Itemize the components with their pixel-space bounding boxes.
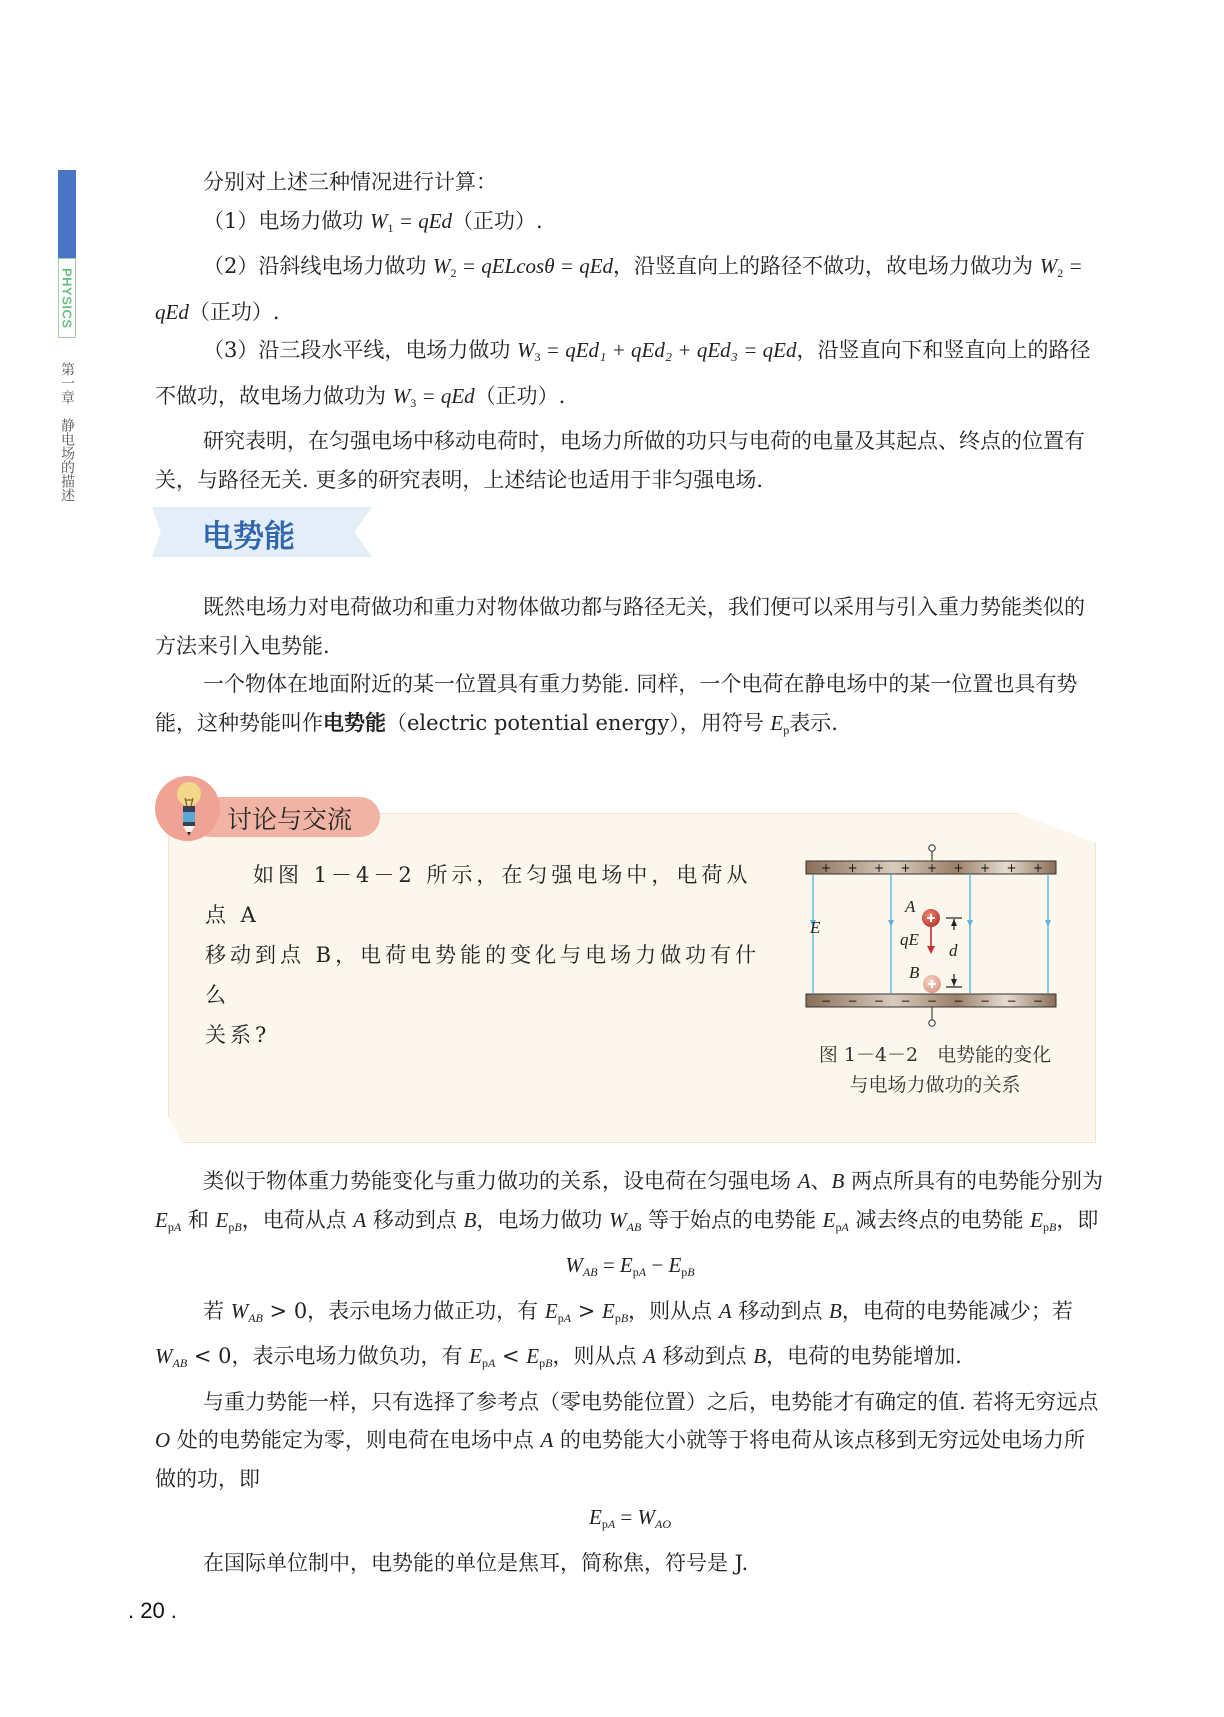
label-qE: qE: [900, 930, 919, 949]
body-block: [155, 1162, 1105, 1582]
case-3: （3）沿三段水平线，电场力做功 $W_3 = qEd_1 + qEd_2 + qEd_3$ = qEd，沿竖直向下和竖直向上的路径不做功，故电场力做功为 $W_3 = qEd$（正功）.: [155, 338, 1091, 410]
sidebar-physics-tag: [58, 258, 76, 338]
bottom-terminal: [929, 1020, 935, 1026]
plus-signs: [821, 861, 1043, 875]
plus-sign: +: [926, 861, 938, 875]
body-p3: 与重力势能一样，只有选择了参考点（零电势能位置）之后，电势能才有确定的值. 若将无穷远点 O 处的电势能定为零，则电荷在电场中点 A 的电势能大小就等于将电荷从该点移到无穷远处电场力所做的功，即: [155, 1389, 1099, 1491]
intro-lead: 分别对上述三种情况进行计算：: [203, 170, 497, 194]
section-title: 电势能: [202, 519, 295, 555]
minus-sign: −: [873, 994, 885, 1008]
question-line-3: 关系?: [205, 1023, 271, 1047]
minus-sign: −: [820, 994, 832, 1008]
discussion-question: [205, 855, 765, 1055]
minus-sign: −: [1006, 994, 1017, 1008]
chapter-title: 静电场的描述: [59, 418, 75, 502]
field-line-arrow: [1045, 920, 1051, 927]
minus-sign: −: [900, 994, 911, 1008]
equation-WAB: $W_{AB} = E_{pA} - E_{pB}$: [565, 1253, 695, 1279]
section-p2: 一个物体在地面附近的某一位置具有重力势能. 同样，一个电荷在静电场中的某一位置也具有势能，这种势能叫作电势能（electric potential energy），用符号 $E_p$表示.: [155, 672, 1078, 737]
term-electric-potential-energy: 电势能: [323, 710, 386, 735]
question-line-1: 如图 1－4－2 所示，在匀强电场中，电荷从点 A: [205, 863, 752, 927]
minus-sign: −: [847, 994, 858, 1008]
label-d: d: [949, 941, 958, 960]
sidebar-chapter: [58, 362, 76, 502]
plus-sign: +: [1006, 861, 1017, 875]
section-p1: 既然电场力对电荷做功和重力对物体做功都与路径无关，我们便可以采用与引入重力势能类似的方法来引入电势能.: [155, 595, 1085, 658]
body-p4: 在国际单位制中，电势能的单位是焦耳，简称焦，符号是 J.: [203, 1550, 749, 1575]
plus-sign: +: [873, 861, 885, 875]
top-terminal: [929, 845, 935, 851]
figure-capacitor-field: [800, 844, 1070, 1039]
case-1: （1）电场力做功 $W_1 = qEd$（正功）.: [203, 208, 543, 235]
field-line-arrow: [888, 920, 894, 927]
body-p2: 若 $W_{AB} > 0$，表示电场力做正功，有 $E_{pA} > E_{pB}$，则从点 A 移动到点 B，电荷的电势能减少；若 $W_{AB} < 0$，表示电场力做负功，有 $E_{pA} < E_{pB}$，则从点 A 移动到点 B，电荷的电势能增加.: [155, 1298, 1073, 1370]
label-A: A: [905, 897, 916, 916]
field-line-arrow: [967, 920, 973, 927]
minus-sign: −: [979, 994, 991, 1008]
intro-conclusion: 研究表明，在匀强电场中移动电荷时，电场力所做的功只与电荷的电量及其起点、终点的位置有关，与路径无关. 更多的研究表明，上述结论也适用于非匀强电场.: [155, 429, 1085, 492]
plus-sign: +: [979, 861, 991, 875]
plus-sign: +: [847, 861, 858, 875]
figure-caption: [800, 1040, 1070, 1100]
d-top-arrowhead: [951, 919, 957, 926]
physics-label: PHYSICS: [59, 267, 75, 329]
sidebar-accent-bar: [58, 170, 76, 258]
chapter-number: 第一章: [59, 362, 75, 404]
caption-line-1: 图 1－4－2 电势能的变化: [818, 1044, 1052, 1066]
intro-block: [155, 163, 1105, 499]
field-label-E: E: [810, 918, 821, 937]
force-arrow-head: [927, 946, 935, 954]
minus-sign: −: [926, 994, 938, 1008]
plus-sign: +: [1032, 861, 1044, 875]
caption-line-2: 与电场力做功的关系: [849, 1074, 1021, 1096]
minus-signs: [821, 994, 1043, 1008]
label-B: B: [909, 963, 920, 982]
section-intro: [155, 588, 1105, 749]
minus-sign: −: [953, 994, 964, 1008]
page-number: . 20 .: [128, 1598, 177, 1623]
plus-sign: +: [953, 861, 964, 875]
d-bottom-arrowhead: [951, 979, 957, 986]
plus-sign: +: [900, 861, 911, 875]
plus-sign: +: [820, 861, 832, 875]
lightbulb-pencil-icon: [172, 780, 206, 838]
equation-EpA: $E_{pA} = W_{AO}$: [588, 1505, 672, 1531]
body-p1: 类似于物体重力势能变化与重力做功的关系，设电荷在匀强电场 A、B 两点所具有的电势能分别为 $E_{pA}$ 和 $E_{pB}$，电荷从点 A 移动到点 B，电场力做功 $W_{AB}$ 等于始点的电势能 $E_{pA}$ 减去终点的电势能 $E_{pB}$，即: [155, 1169, 1104, 1234]
minus-sign: −: [1032, 994, 1044, 1008]
discussion-title: 讨论与交流: [227, 805, 353, 834]
question-line-2: 移动到点 B，电荷电势能的变化与电场力做功有什么: [205, 943, 761, 1007]
case-2: （2）沿斜线电场力做功 $W_2 = qELcos\theta$ = qEd，沿竖直向上的路径不做功，故电场力做功为 $W_2 = qEd$（正功）.: [155, 254, 1083, 324]
